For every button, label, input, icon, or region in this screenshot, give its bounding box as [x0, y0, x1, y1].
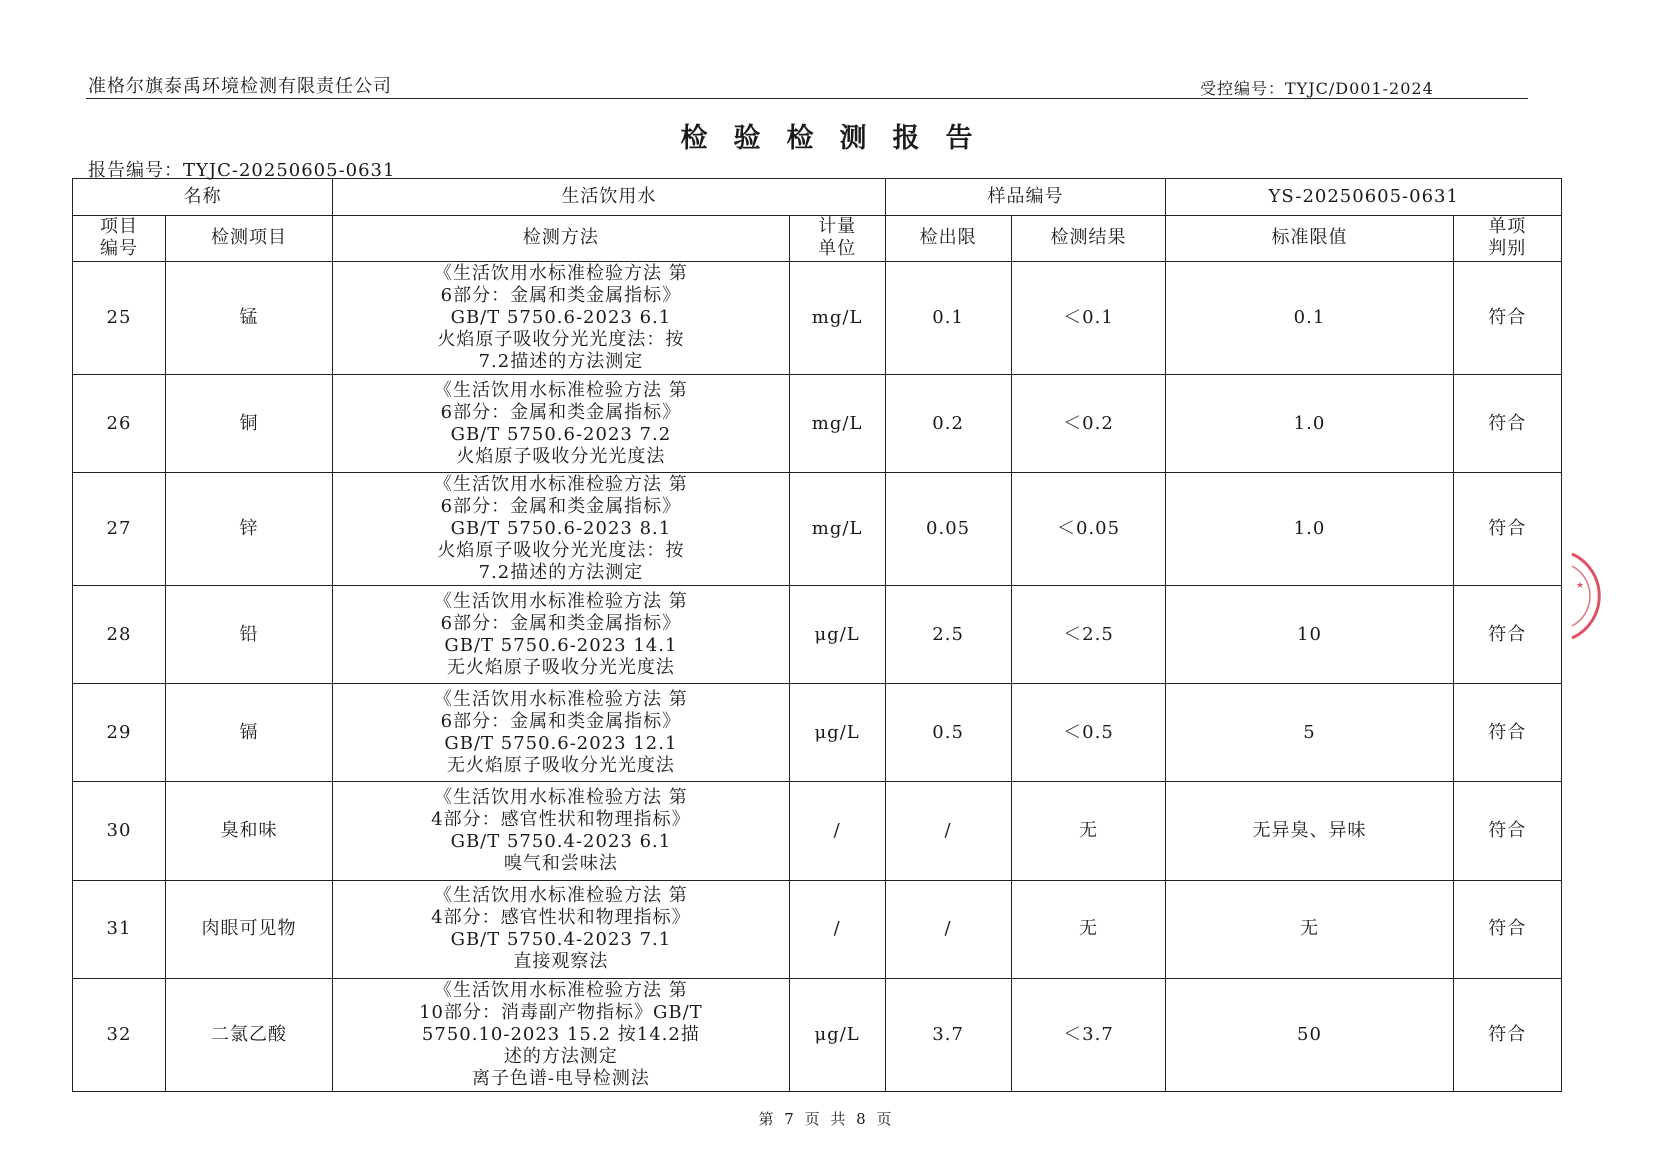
method-line: GB/T 5750.4-2023 6.1 — [450, 831, 672, 852]
method — [333, 473, 789, 586]
table-row — [73, 684, 1562, 782]
result: ＜0.2 — [1011, 375, 1166, 473]
method-line: 5750.10-2023 15.2 按14.2描 — [421, 1023, 700, 1045]
col-item-no: 项目 编号 — [73, 215, 166, 261]
standard-limit: 1.0 — [1166, 473, 1453, 586]
table-row — [73, 880, 1562, 978]
method-line: GB/T 5750.6-2023 7.2 — [450, 423, 672, 445]
judgment: 符合 — [1453, 473, 1562, 586]
result: ＜2.5 — [1011, 586, 1166, 684]
item-no: 31 — [73, 880, 166, 978]
method-line: 《生活饮用水标准检验方法 第 — [434, 688, 688, 710]
col-unit: 计量 单位 — [789, 215, 885, 261]
method-line: 火焰原子吸收分光光度法 — [456, 445, 666, 467]
method-line: 《生活饮用水标准检验方法 第 — [434, 979, 688, 1001]
detection-limit: / — [885, 880, 1011, 978]
result: 无 — [1011, 782, 1166, 880]
method-line: 《生活饮用水标准检验方法 第 — [434, 262, 688, 284]
item-no: 29 — [73, 684, 166, 782]
table-row — [73, 586, 1562, 684]
method-line: 《生活饮用水标准检验方法 第 — [434, 787, 688, 808]
item-name: 二氯乙酸 — [165, 978, 332, 1091]
detection-limit: 0.05 — [885, 473, 1011, 586]
col-detection-limit: 检出限 — [885, 215, 1011, 261]
standard-limit: 无 — [1166, 880, 1453, 978]
method-line: 6部分：金属和类金属指标》 — [440, 612, 682, 634]
table-row — [73, 782, 1562, 880]
standard-limit: 5 — [1166, 684, 1453, 782]
result: ＜0.05 — [1011, 473, 1166, 586]
method-line: 直接观察法 — [513, 951, 609, 973]
item-no: 30 — [73, 782, 166, 880]
standard-limit: 无异臭、异味 — [1166, 782, 1453, 880]
method-line: 7.2描述的方法测定 — [478, 562, 644, 584]
red-seal-stamp — [1570, 546, 1610, 646]
name-value: 生活饮用水 — [333, 179, 885, 216]
detection-limit: 0.5 — [885, 684, 1011, 782]
method-line: 6部分：金属和类金属指标》 — [440, 401, 682, 423]
result: ＜3.7 — [1011, 978, 1166, 1091]
method-line: 4部分：感官性状和物理指标》 — [431, 809, 691, 830]
judgment: 符合 — [1453, 978, 1562, 1091]
unit: / — [789, 782, 885, 880]
table-row — [73, 261, 1562, 374]
col-standard: 标准限值 — [1166, 215, 1453, 261]
method-line: GB/T 5750.6-2023 12.1 — [444, 732, 678, 754]
judgment: 符合 — [1453, 684, 1562, 782]
unit: mg/L — [789, 261, 885, 374]
method-line: 6部分：金属和类金属指标》 — [440, 284, 682, 306]
method-line: 火焰原子吸收分光光度法：按 — [437, 540, 685, 562]
svg-text:★: ★ — [1576, 581, 1585, 591]
unit: mg/L — [789, 375, 885, 473]
item-no: 28 — [73, 586, 166, 684]
item-no: 32 — [73, 978, 166, 1091]
table-row — [73, 375, 1562, 473]
method-line: GB/T 5750.6-2023 8.1 — [450, 518, 672, 540]
method-line: 《生活饮用水标准检验方法 第 — [434, 885, 688, 907]
table-row — [73, 978, 1562, 1091]
judgment: 符合 — [1453, 375, 1562, 473]
method — [333, 586, 789, 684]
method-line: GB/T 5750.4-2023 7.1 — [450, 929, 672, 951]
result: ＜0.5 — [1011, 684, 1166, 782]
item-name: 铜 — [165, 375, 332, 473]
column-header-row — [73, 215, 1562, 261]
method-line: 7.2描述的方法测定 — [478, 350, 644, 372]
item-no: 27 — [73, 473, 166, 586]
name-label: 名称 — [73, 179, 333, 216]
unit: μg/L — [789, 684, 885, 782]
standard-limit: 10 — [1166, 586, 1453, 684]
unit: μg/L — [789, 586, 885, 684]
table-row — [73, 473, 1562, 586]
method-line: 嗅气和尝味法 — [503, 853, 618, 874]
unit: μg/L — [789, 978, 885, 1091]
judgment: 符合 — [1453, 586, 1562, 684]
standard-limit: 0.1 — [1166, 261, 1453, 374]
item-no: 25 — [73, 261, 166, 374]
item-no: 26 — [73, 375, 166, 473]
col-item: 检测项目 — [165, 215, 332, 261]
col-result: 检测结果 — [1011, 215, 1166, 261]
method-line: 6部分：金属和类金属指标》 — [440, 710, 682, 732]
report-number: 报告编号：TYJC-20250605-0631 — [88, 160, 396, 181]
method-line: 10部分：消毒副产物指标》GB/T — [419, 1001, 703, 1023]
method — [333, 782, 789, 880]
judgment: 符合 — [1453, 782, 1562, 880]
method-line: 无火焰原子吸收分光光度法 — [446, 656, 675, 678]
result: 无 — [1011, 880, 1166, 978]
judgment: 符合 — [1453, 261, 1562, 374]
unit: mg/L — [789, 473, 885, 586]
test-results-table — [72, 178, 1562, 1092]
page-footer: 第 7 页 共 8 页 — [758, 1110, 895, 1128]
method-line: 《生活饮用水标准检验方法 第 — [434, 474, 688, 496]
method-line: 述的方法测定 — [503, 1045, 618, 1067]
detection-limit: / — [885, 782, 1011, 880]
method — [333, 880, 789, 978]
item-name: 臭和味 — [165, 782, 332, 880]
item-name: 镉 — [165, 684, 332, 782]
detection-limit: 2.5 — [885, 586, 1011, 684]
sample-label: 样品编号 — [885, 179, 1166, 216]
detection-limit: 0.2 — [885, 375, 1011, 473]
method-line: 6部分：金属和类金属指标》 — [440, 496, 682, 518]
method-line: GB/T 5750.6-2023 14.1 — [444, 634, 678, 656]
sample-value: YS-20250605-0631 — [1166, 179, 1562, 216]
method-line: 离子色谱-电导检测法 — [471, 1067, 650, 1089]
detection-limit: 3.7 — [885, 978, 1011, 1091]
judgment: 符合 — [1453, 880, 1562, 978]
method — [333, 684, 789, 782]
method-line: 4部分：感官性状和物理指标》 — [431, 907, 691, 929]
item-name: 肉眼可见物 — [165, 880, 332, 978]
result: ＜0.1 — [1011, 261, 1166, 374]
report-title: 检验检测报告 — [680, 123, 999, 154]
unit: / — [789, 880, 885, 978]
method — [333, 261, 789, 374]
item-name: 锌 — [165, 473, 332, 586]
standard-limit: 1.0 — [1166, 375, 1453, 473]
method — [333, 375, 789, 473]
method-line: 火焰原子吸收分光光度法：按 — [437, 328, 685, 350]
col-judgment: 单项 判别 — [1453, 215, 1562, 261]
detection-limit: 0.1 — [885, 261, 1011, 374]
method-line: 《生活饮用水标准检验方法 第 — [434, 379, 688, 401]
method — [333, 978, 789, 1091]
method-line: GB/T 5750.6-2023 6.1 — [450, 306, 672, 328]
method-line: 《生活饮用水标准检验方法 第 — [434, 590, 688, 612]
info-row — [73, 179, 1562, 216]
header-divider — [86, 98, 1528, 99]
control-number: 受控编号：TYJC/D001-2024 — [1200, 79, 1434, 98]
company-name: 准格尔旗泰禹环境检测有限责任公司 — [88, 76, 392, 97]
method-line: 无火焰原子吸收分光光度法 — [446, 754, 675, 776]
col-method: 检测方法 — [333, 215, 789, 261]
item-name: 铅 — [165, 586, 332, 684]
item-name: 锰 — [165, 261, 332, 374]
standard-limit: 50 — [1166, 978, 1453, 1091]
